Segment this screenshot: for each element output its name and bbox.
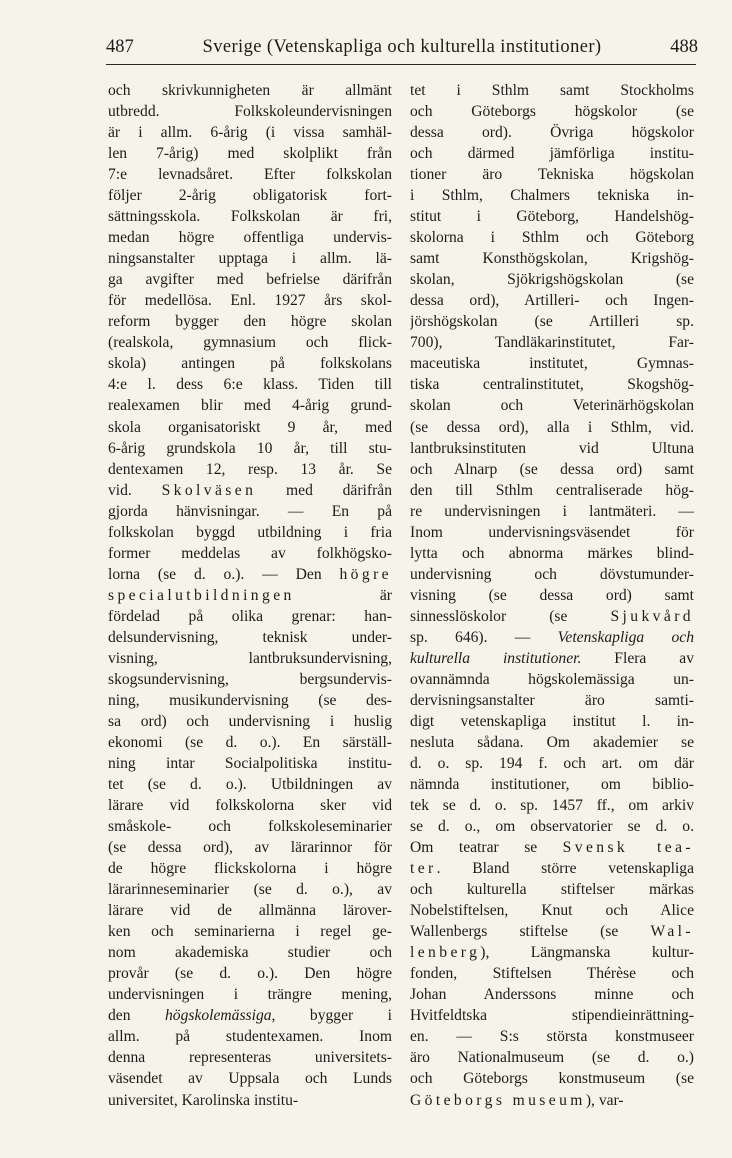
right-column-line	[410, 627, 694, 648]
spaced-emphasis: Skolväsen	[161, 481, 257, 499]
left-column-line	[108, 438, 392, 459]
left-column-line	[108, 564, 392, 585]
left-text-column	[108, 80, 392, 1111]
text-run: len 7-årig) med skolplikt från	[108, 145, 392, 163]
text-run: en. — S:s största konstmuseer	[410, 1028, 694, 1046]
right-text-column	[410, 80, 694, 1111]
left-column-line	[108, 80, 392, 101]
left-column-line	[108, 185, 392, 206]
text-run: småskole- och folkskoleseminarier	[108, 818, 392, 836]
left-column-line	[108, 353, 392, 374]
text-run: tiska centralinstitutet, Skogshög-	[410, 376, 694, 394]
text-run: 4:e l. dess 6:e klass. Tiden till	[108, 376, 392, 394]
right-column-line	[410, 522, 694, 543]
left-column-line	[108, 501, 392, 522]
text-run: ), Längmanska kultur-	[480, 944, 694, 962]
right-column-line	[410, 353, 694, 374]
left-column-line	[108, 627, 392, 648]
text-run: 7:e levnadsåret. Efter folkskolan	[108, 166, 392, 184]
text-run: Flera av	[581, 649, 694, 667]
text-run: tek se d. o. sp. 1457 ff., om arkiv	[410, 797, 694, 815]
right-column-line	[410, 858, 694, 879]
right-column-line	[410, 311, 694, 332]
spaced-emphasis: lenberg	[410, 944, 481, 962]
left-column-line	[108, 269, 392, 290]
spaced-emphasis: högre	[339, 565, 392, 583]
left-column-line	[108, 374, 392, 395]
right-column-line	[410, 732, 694, 753]
right-column-line	[410, 690, 694, 711]
text-run: fonden, Stiftelsen Thérèse och	[410, 965, 694, 983]
text-run: ken och seminarierna i regel ge-	[108, 923, 392, 941]
text-run: former meddelas av folkhögsko-	[108, 544, 392, 562]
left-column-line	[108, 900, 392, 921]
text-run: se d. o., om observatorier se d. o.	[410, 818, 694, 836]
text-run: den	[108, 1007, 165, 1025]
text-run: lärare vid folkskolorna sker vid	[108, 797, 392, 815]
text-run: reform bygger den högre skolan	[108, 313, 392, 331]
text-run: provår (se d. o.). Den högre	[108, 965, 392, 983]
right-column-line	[410, 480, 694, 501]
italic-emphasis: högskolemässiga,	[164, 1007, 276, 1025]
text-run: dessa ord), Artilleri- och Ingen-	[410, 292, 694, 310]
text-run: skola) antingen på folkskolans	[108, 355, 392, 373]
text-run: sa ord) och undervisning i huslig	[108, 712, 392, 730]
text-run: de högre flickskolorna i högre	[108, 860, 392, 878]
right-column-line	[410, 164, 694, 185]
text-run: är i allm. 6-årig (i vissa samhäl-	[108, 124, 392, 142]
text-run: väsendet av Uppsala och Lunds	[108, 1070, 392, 1088]
text-run: vid.	[108, 481, 162, 499]
left-column-line	[108, 984, 392, 1005]
spaced-emphasis: Wal-	[650, 923, 694, 941]
right-column-line	[410, 227, 694, 248]
left-column-line	[108, 690, 392, 711]
text-run: folkskolan byggd utbildning i fria	[108, 523, 392, 541]
text-run: realexamen blir med 4-årig grund-	[108, 397, 392, 415]
text-run: 700), Tandläkarinstitutet, Far-	[410, 334, 694, 352]
text-run: ning intar Socialpolitiska institu-	[108, 755, 392, 772]
left-column-line	[108, 732, 392, 753]
text-run: tet (se d. o.). Utbildningen av	[108, 776, 392, 794]
text-run: bygger i	[275, 1007, 392, 1025]
text-run: tet i Sthlm samt Stockholms	[410, 82, 694, 99]
spaced-emphasis: ter	[410, 860, 437, 878]
left-column-line	[108, 795, 392, 816]
left-column-line	[108, 879, 392, 900]
right-column-line	[410, 795, 694, 816]
right-column-line	[410, 122, 694, 143]
text-run: skolan och Veterinärhögskolan	[410, 397, 694, 415]
right-column-line	[410, 543, 694, 564]
text-run: lärarinneseminarier (se d. o.), av	[108, 881, 392, 899]
text-run: Hvitfeldtska stipendieinrättning-	[410, 1007, 694, 1025]
right-column-line	[410, 1005, 694, 1026]
text-run: d. o. sp. 194 f. och art. om där	[410, 755, 694, 772]
text-run: ekonomi (se d. o.). En särställ-	[108, 733, 392, 751]
text-run: ningsanstalter upptaga i allm. lä-	[108, 250, 392, 268]
text-run: och skrivkunnigheten är allmänt	[108, 82, 392, 99]
left-column-line	[108, 206, 392, 227]
right-column-line	[410, 900, 694, 921]
text-run: (se dessa ord), alla i Sthlm, vid.	[410, 418, 694, 436]
right-column-line	[410, 417, 694, 438]
right-column-line	[410, 501, 694, 522]
text-run: lytta och abnorma märkes blind-	[410, 544, 694, 562]
right-page-number: 488	[670, 37, 698, 57]
right-column-line	[410, 648, 694, 669]
left-column-line	[108, 858, 392, 879]
right-column-line	[410, 290, 694, 311]
right-column-line	[410, 669, 694, 690]
text-run: skolan, Sjökrigshögskolan (se	[410, 271, 694, 289]
text-run: sp. 646). —	[410, 628, 558, 646]
text-run: lärare vid de allmänna lärover-	[108, 902, 392, 920]
right-column-line	[410, 269, 694, 290]
left-column-line	[108, 606, 392, 627]
left-column-line	[108, 1026, 392, 1047]
text-run: 6-årig grundskola 10 år, till stu-	[108, 439, 392, 457]
text-run: jörshögskolan (se Artilleri sp.	[410, 313, 694, 331]
text-run: ning, musikundervisning (se des-	[108, 691, 392, 709]
text-run: och Göteborgs konstmuseum (se	[410, 1070, 694, 1088]
left-column-line	[108, 1090, 392, 1111]
text-run: . Bland större vetenskapliga	[436, 860, 694, 878]
text-run: för medellösa. Enl. 1927 års skol-	[108, 292, 392, 310]
text-run: är	[294, 586, 392, 604]
right-column-line	[410, 1068, 694, 1089]
text-run: tioner äro Tekniska högskolan	[410, 166, 694, 184]
text-run: lorna (se d. o.). — Den	[108, 565, 340, 583]
spaced-emphasis: Göteborgs museum	[410, 1091, 586, 1109]
text-run: fördelad på olika grenar: han-	[108, 607, 392, 625]
text-run: skogsundervisning, bergsundervis-	[108, 670, 392, 688]
text-run: medan högre offentliga undervis-	[108, 229, 392, 247]
right-column-line	[410, 711, 694, 732]
right-column-line	[410, 459, 694, 480]
text-run: allm. på studentexamen. Inom	[108, 1028, 392, 1046]
right-column-line	[410, 753, 694, 774]
text-run: Inom undervisningsväsendet för	[410, 523, 694, 541]
text-run: digt vetenskapliga institut l. in-	[410, 712, 694, 730]
right-column-line	[410, 921, 694, 942]
left-page-number: 487	[106, 37, 134, 57]
right-column-line	[410, 837, 694, 858]
left-column-line	[108, 332, 392, 353]
text-run: och kulturella stiftelser märkas	[410, 881, 694, 899]
left-column-line	[108, 290, 392, 311]
running-title: Sverige (Vetenskapliga och kulturella institutioner)	[202, 37, 602, 57]
left-column-line	[108, 1047, 392, 1068]
text-run: visning (se dessa ord) samt	[410, 586, 694, 604]
right-column-line	[410, 395, 694, 416]
left-column-line	[108, 164, 392, 185]
spaced-emphasis: Sjukvård	[610, 607, 694, 625]
right-column-line	[410, 606, 694, 627]
right-column-line	[410, 564, 694, 585]
text-run: nämnda institutioner, om biblio-	[410, 776, 694, 794]
left-column-line	[108, 459, 392, 480]
text-run: nesluta sådana. Om akademier se	[410, 733, 694, 751]
text-run: Johan Anderssons minne och	[410, 986, 694, 1004]
right-column-line	[410, 774, 694, 795]
right-column-line	[410, 942, 694, 963]
left-column-line	[108, 711, 392, 732]
spaced-emphasis: specialutbildningen	[108, 586, 295, 604]
text-run: dentexamen 12, resp. 13 år. Se	[108, 460, 392, 478]
italic-emphasis: Vetenskapliga och	[557, 628, 694, 646]
italic-emphasis: kulturella institutioner.	[410, 649, 582, 667]
left-column-line	[108, 248, 392, 269]
right-column-line	[410, 585, 694, 606]
text-run: Wallenbergs stiftelse (se	[410, 923, 651, 941]
right-column-line	[410, 1047, 694, 1068]
text-run: stitut i Göteborg, Handelshög-	[410, 208, 694, 226]
text-run: visning, lantbruksundervisning,	[108, 649, 392, 667]
right-column-line	[410, 984, 694, 1005]
right-column-line	[410, 332, 694, 353]
left-column-line	[108, 1068, 392, 1089]
left-column-line	[108, 942, 392, 963]
right-column-line	[410, 206, 694, 227]
left-column-line	[108, 480, 392, 501]
left-column-line	[108, 395, 392, 416]
text-run: och därmed jämförliga institu-	[410, 145, 694, 163]
text-run: samt Konsthögskolan, Krigshög-	[410, 250, 694, 268]
text-run: ovannämnda högskolemässiga un-	[410, 670, 694, 688]
left-column-line	[108, 669, 392, 690]
text-run: (realskola, gymnasium och flick-	[108, 334, 392, 352]
text-run: och Alnarp (se dessa ord) samt	[410, 460, 694, 478]
text-run: äro Nationalmuseum (se d. o.)	[410, 1049, 694, 1067]
running-header	[106, 34, 698, 60]
text-run: undervisning och dövstumunder-	[410, 565, 694, 583]
text-run: undervisningen i trängre mening,	[108, 986, 392, 1004]
text-run: följer 2-årig obligatorisk fort-	[108, 187, 392, 205]
header-rule	[106, 64, 696, 65]
left-column-line	[108, 143, 392, 164]
text-run: re undervisningen i lantmäteri. —	[410, 502, 694, 520]
right-column-line	[410, 1090, 694, 1111]
right-column-line	[410, 879, 694, 900]
left-column-line	[108, 522, 392, 543]
text-run: Om teatrar se	[410, 839, 563, 857]
text-run: och Göteborgs högskolor (se	[410, 103, 694, 121]
text-run: dervisningsanstalter äro samti-	[410, 691, 694, 709]
text-run: lantbruksinstituten vid Ultuna	[410, 439, 694, 457]
right-column-line	[410, 80, 694, 101]
text-run: ), var-	[585, 1091, 624, 1109]
text-run: universitet, Karolinska institu-	[108, 1091, 299, 1109]
right-column-line	[410, 963, 694, 984]
left-column-line	[108, 543, 392, 564]
text-run: skola organisatoriskt 9 år, med	[108, 418, 392, 436]
right-column-line	[410, 1026, 694, 1047]
text-run: maceutiska institutet, Gymnas-	[410, 355, 694, 373]
right-column-line	[410, 185, 694, 206]
text-run: (se dessa ord), av lärarinnor för	[108, 839, 392, 857]
left-column-line	[108, 921, 392, 942]
spaced-emphasis: Svensk tea-	[562, 839, 694, 857]
text-run: sinnesslöskolor (se	[410, 607, 611, 625]
right-column-line	[410, 101, 694, 122]
left-column-line	[108, 227, 392, 248]
left-column-line	[108, 648, 392, 669]
text-run: dessa ord). Övriga högskolor	[410, 124, 694, 142]
left-column-line	[108, 1005, 392, 1026]
text-run: Nobelstiftelsen, Knut och Alice	[410, 902, 694, 920]
left-column-line	[108, 417, 392, 438]
text-run: den till Sthlm centraliserade hög-	[410, 481, 694, 499]
text-run: delsundervisning, teknisk under-	[108, 628, 392, 646]
left-column-line	[108, 101, 392, 122]
right-column-line	[410, 143, 694, 164]
text-run: med därifrån	[256, 481, 392, 499]
text-run: ga avgifter med befrielse därifrån	[108, 271, 392, 289]
left-column-line	[108, 774, 392, 795]
right-column-line	[410, 438, 694, 459]
text-run: sättningsskola. Folkskolan är fri,	[108, 208, 392, 226]
text-run: nom akademiska studier och	[108, 944, 392, 962]
right-column-line	[410, 816, 694, 837]
text-run: skolorna i Sthlm och Göteborg	[410, 229, 694, 247]
left-column-line	[108, 753, 392, 774]
left-column-line	[108, 122, 392, 143]
text-run: utbredd. Folkskoleundervisningen	[108, 103, 392, 121]
left-column-line	[108, 816, 392, 837]
text-run: gjorda hänvisningar. — En på	[108, 502, 392, 520]
left-column-line	[108, 585, 392, 606]
text-run: i Sthlm, Chalmers tekniska in-	[410, 187, 694, 205]
right-column-line	[410, 374, 694, 395]
left-column-line	[108, 311, 392, 332]
right-column-line	[410, 248, 694, 269]
left-column-line	[108, 837, 392, 858]
text-run: denna representeras universitets-	[108, 1049, 392, 1067]
left-column-line	[108, 963, 392, 984]
